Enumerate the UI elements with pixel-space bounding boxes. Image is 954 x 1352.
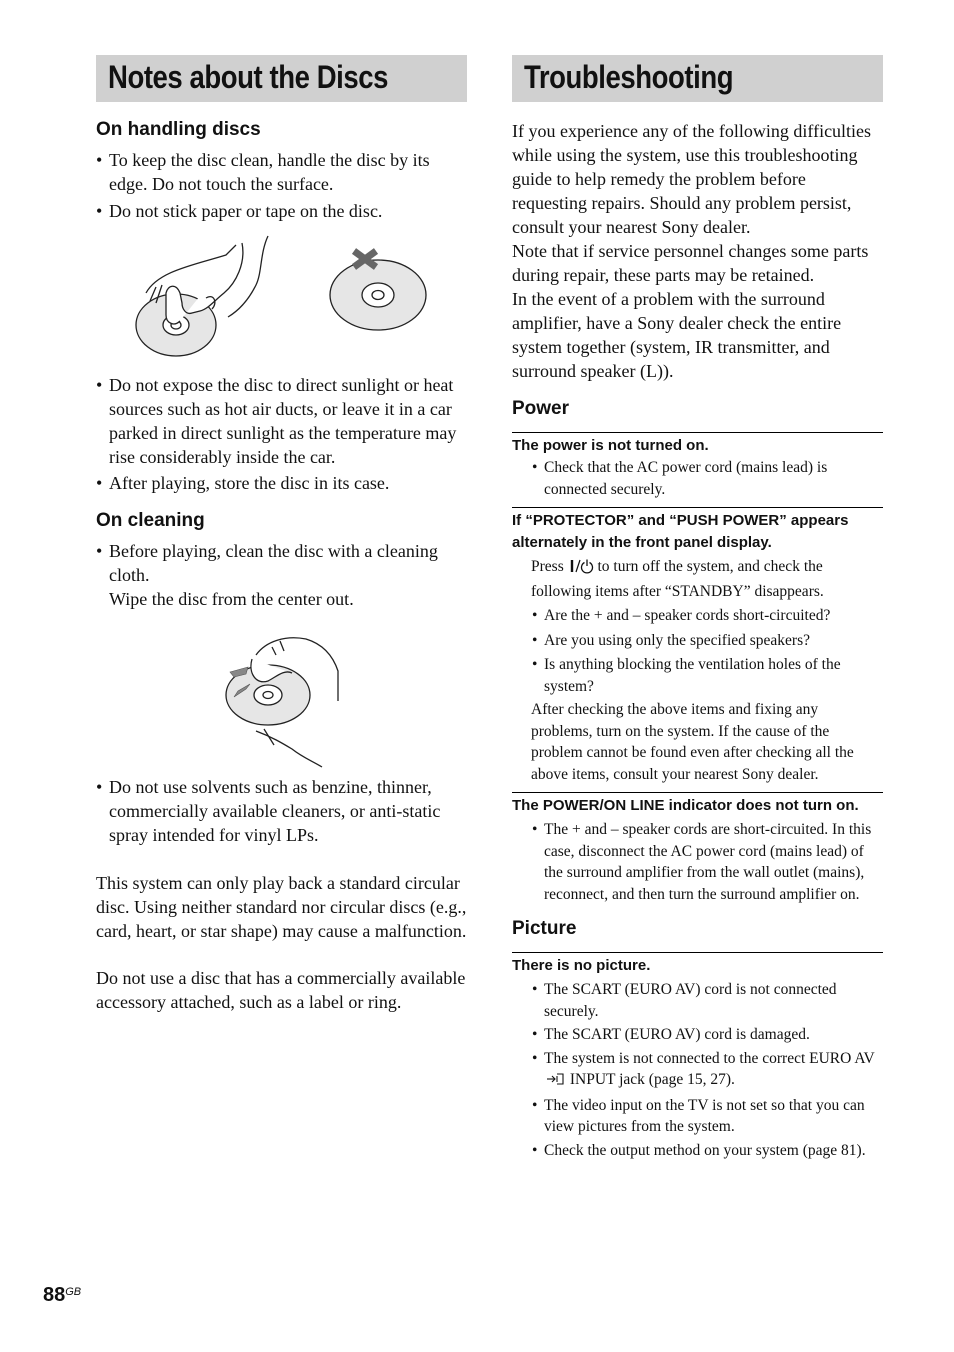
list-item: • Check the output method on your system (page 81). [512, 1140, 883, 1162]
problem-title: There is no picture. [512, 952, 883, 977]
subheading-handling: On handling discs [96, 119, 261, 140]
list-item-text: The system is not connected to the correct EURO AV [544, 1049, 875, 1067]
list-item: • After playing, store the disc in its case. [96, 471, 467, 495]
list-item: • The SCART (EURO AV) cord is damaged. [512, 1024, 883, 1046]
instruction-text: to turn off the system, and check the following items after “STANDBY” disappears. [531, 558, 824, 600]
problem-title: The power is not turned on. [512, 432, 883, 457]
incorrect-handling-icon [330, 251, 426, 330]
paragraph: In the event of a problem with the surround amplifier, have a Sony dealer check the entire system together (system, IR transmitter, and surround speaker (L)). [512, 289, 842, 381]
list-item: • Is anything blocking the ventilation holes of the system? [512, 654, 883, 697]
input-jack-icon [544, 1071, 566, 1093]
page-region-label: GB [65, 1286, 82, 1298]
subheading-cleaning: On cleaning [96, 510, 205, 531]
paragraph: Note that if service personnel changes some parts during repair, these parts may be retained. [512, 241, 869, 285]
list-item: • Do not use solvents such as benzine, thinner, commercially available cleaners, or anti-static spray intended for vinyl LPs. [96, 775, 467, 847]
disc-handling-illustration [96, 223, 467, 373]
list-item: • Do not stick paper or tape on the disc. [96, 199, 467, 223]
section-title: Troubleshooting [524, 59, 734, 95]
list-item: • The + and – speaker cords are short-circuited. In this case, disconnect the AC power cord (mains lead) of the surround amplifier from the wall outlet (mains), reconnect, and then turn the surround amplifier on. [512, 819, 883, 905]
list-item-text: Wipe the disc from the center out. [109, 589, 354, 609]
correct-handling-icon [136, 236, 268, 356]
cleaning-illustration [96, 611, 467, 775]
power-icon [568, 558, 594, 581]
handling-illustration [96, 223, 467, 373]
problem-title: The POWER/ON LINE indicator does not turn on. [512, 792, 883, 817]
list-item-text: INPUT jack (page 15, 27). [569, 1071, 735, 1088]
page-number [43, 1284, 81, 1307]
right-column [512, 55, 883, 1161]
section-title-bar [96, 55, 467, 102]
subheading-power: Power [512, 398, 570, 419]
list-item [96, 539, 467, 611]
list-item: • The video input on the TV is not set so that you can view pictures from the system. [512, 1095, 883, 1138]
subheading-picture: Picture [512, 918, 577, 939]
list-item: • The SCART (EURO AV) cord is not connected securely. [512, 979, 883, 1022]
paragraph: After checking the above items and fixing any problems, turn on the system. If the cause of the problem cannot be found even after checking all the above items, consult your nearest Sony dealer. [531, 701, 854, 783]
section-title: Notes about the Discs [108, 59, 388, 95]
press-label: Press [531, 558, 564, 575]
list-item: • To keep the disc clean, handle the disc by its edge. Do not touch the surface. [96, 148, 467, 196]
list-item: • Are the + and – speaker cords short-circuited? [512, 605, 883, 627]
left-column [96, 55, 467, 1014]
section-title-bar [512, 55, 883, 102]
paragraph: This system can only play back a standard circular disc. Using neither standard nor circular discs (e.g., card, heart, or star shape) may cause a malfunction. [96, 873, 467, 941]
problem-title: If “PROTECTOR” and “PUSH POWER” appears alternately in the front panel display. [512, 507, 883, 554]
list-item [512, 1048, 883, 1093]
paragraph: Do not use a disc that has a commercially available accessory attached, such as a label or ring. [96, 968, 466, 1012]
paragraph: If you experience any of the following difficulties while using the system, use this troubleshooting guide to help remedy the problem before requesting repairs. Should any problem persist, consult your nearest Sony dealer. [512, 121, 872, 237]
page-number-value: 88 [43, 1284, 66, 1306]
instruction [512, 556, 883, 602]
disc-cleaning-illustration [96, 611, 467, 775]
list-item: • Check that the AC power cord (mains lead) is connected securely. [512, 457, 883, 500]
list-item-text: • Before playing, clean the disc with a cleaning cloth. [109, 541, 438, 585]
list-item: • Do not expose the disc to direct sunlight or heat sources such as hot air ducts, or leave it in a car parked in direct sunlight as the temperature may rise considerably inside the car. [96, 373, 467, 469]
list-item: • Are you using only the specified speakers? [512, 630, 883, 652]
